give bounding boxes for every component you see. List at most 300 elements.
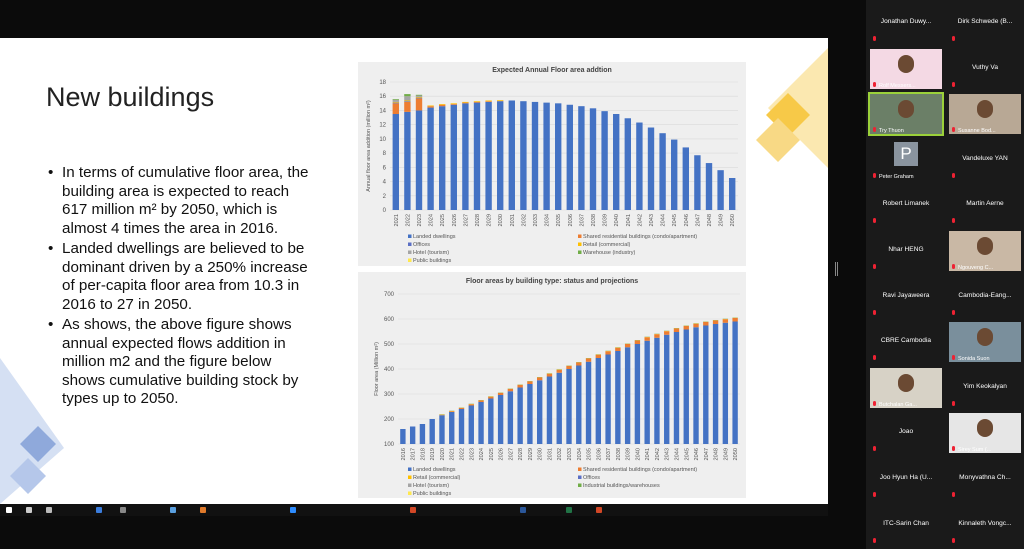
participant-tile[interactable] <box>867 229 945 273</box>
participant-name: Cambodia-Eang... <box>958 291 1012 299</box>
bar-segment <box>644 337 649 341</box>
bar-segment <box>557 373 562 444</box>
bar-segment <box>439 415 444 444</box>
bar-segment <box>449 411 454 412</box>
x-tick-label: 2029 <box>486 214 493 227</box>
bar-segment <box>615 351 620 444</box>
bar-segment <box>613 114 619 210</box>
bar-segment <box>654 338 659 444</box>
bar-segment <box>684 330 689 445</box>
participant-tile[interactable] <box>867 183 945 227</box>
bar-segment <box>469 406 474 445</box>
x-tick-label: 2033 <box>533 214 539 227</box>
bar-segment <box>664 335 669 444</box>
legend-label: Public buildings <box>413 491 452 497</box>
bar-segment <box>469 404 474 405</box>
bar-segment <box>601 111 607 210</box>
bar-segment <box>596 358 601 444</box>
y-tick-label: 100 <box>383 442 394 448</box>
muted-mic-icon <box>872 446 877 452</box>
x-tick-label: 2050 <box>733 448 740 461</box>
participant-tile[interactable] <box>867 503 945 547</box>
legend-swatch <box>408 476 412 480</box>
x-tick-label: 2019 <box>430 448 437 461</box>
legend-label: Warehouse (industry) <box>583 250 636 256</box>
bar-segment <box>684 326 689 330</box>
bar-segment <box>520 101 526 210</box>
participant-tile[interactable] <box>946 411 1024 455</box>
bar-segment <box>566 369 571 444</box>
bar-segment <box>404 101 410 102</box>
bar-segment <box>648 128 654 210</box>
participant-tile[interactable] <box>867 138 945 182</box>
participant-name: Try Thuon <box>879 128 904 135</box>
x-tick-label: 2048 <box>713 448 720 461</box>
participant-tile[interactable] <box>867 366 945 410</box>
participant-name: Joao <box>898 428 914 436</box>
participant-tile[interactable] <box>946 457 1024 501</box>
x-tick-label: 2021 <box>393 214 400 227</box>
x-tick-label: 2041 <box>625 214 632 227</box>
x-tick-label: 2030 <box>537 448 544 461</box>
x-tick-label: 2038 <box>615 448 622 461</box>
muted-mic-icon <box>951 310 956 316</box>
participant-name: Nhar HENG <box>888 246 924 253</box>
participant-face <box>898 374 914 392</box>
taskview-icon[interactable] <box>46 507 52 513</box>
participant-name: Rolf Messers... <box>879 82 916 89</box>
bar-segment <box>674 332 679 444</box>
bar-segment <box>635 344 640 444</box>
app-icon[interactable] <box>566 507 572 513</box>
bar-segment <box>393 103 399 114</box>
bar-segment <box>474 102 480 103</box>
y-tick-label: 12 <box>379 122 386 129</box>
bar-segment <box>605 355 610 445</box>
bar-segment <box>393 100 399 102</box>
participant-name: Dirk Schwede (B... <box>957 18 1013 25</box>
bar-segment <box>485 101 491 102</box>
bar-segment <box>537 378 542 381</box>
bar-segment <box>404 96 410 100</box>
bar-segment <box>462 102 468 103</box>
y-tick-label: 8 <box>382 151 386 158</box>
participant-name: Ravi Jayaweera <box>882 291 930 299</box>
x-tick-label: 2022 <box>459 448 466 461</box>
bar-segment <box>566 366 571 369</box>
participant-tile[interactable] <box>867 47 945 91</box>
x-tick-label: 2022 <box>405 214 412 227</box>
search-icon[interactable] <box>26 507 32 513</box>
bar-segment <box>474 101 480 102</box>
bar-segment <box>404 102 410 112</box>
muted-mic-icon <box>872 310 877 316</box>
slide-title: New buildings <box>46 82 215 112</box>
y-tick-label: 600 <box>383 317 394 323</box>
bar-segment <box>404 112 410 210</box>
x-tick-label: 2041 <box>645 448 652 461</box>
x-tick-label: 2050 <box>730 214 737 227</box>
app-icon[interactable] <box>596 507 602 513</box>
bullet-item: • Landed dwellings are believed to be dominant driven by a 250% increase of per-capita floor area from 10.3 in 2016 to 27 in 2050. <box>48 240 318 314</box>
participant-name: Butchalan Ga... <box>879 401 917 408</box>
x-tick-label: 2046 <box>694 448 701 461</box>
bar-segment <box>416 98 422 99</box>
bar-segment <box>671 140 677 210</box>
muted-mic-icon <box>872 492 877 498</box>
y-tick-label: 2 <box>382 193 386 200</box>
legend-label: Hotel (tourism) <box>413 483 450 489</box>
participant-name: Vuthy Va <box>971 63 999 71</box>
bar-segment <box>717 170 723 210</box>
x-tick-label: 2049 <box>718 214 725 227</box>
bar-segment <box>674 329 679 333</box>
x-tick-label: 2045 <box>672 214 679 227</box>
x-tick-label: 2026 <box>498 448 505 461</box>
x-tick-label: 2049 <box>723 448 730 461</box>
bar-segment <box>576 363 581 366</box>
bar-segment <box>404 100 410 101</box>
bar-segment <box>427 108 433 210</box>
legend-label: Retail (commercial) <box>413 475 461 481</box>
bar-segment <box>713 324 718 444</box>
app-icon[interactable] <box>290 507 296 513</box>
bar-segment <box>508 389 513 391</box>
x-tick-label: 2025 <box>440 214 447 227</box>
muted-mic-icon <box>951 538 956 544</box>
muted-mic-icon <box>872 127 877 133</box>
app-icon[interactable] <box>410 507 416 513</box>
x-tick-label: 2024 <box>428 214 435 227</box>
legend-label: Shared residential buildings (condo/apartment) <box>583 467 698 473</box>
muted-mic-icon <box>872 82 877 88</box>
x-tick-label: 2017 <box>410 448 417 461</box>
bar-segment <box>416 95 422 96</box>
app-icon[interactable] <box>120 507 126 513</box>
bar-segment <box>693 327 698 444</box>
bar-segment <box>625 347 630 444</box>
bar-segment <box>451 103 457 104</box>
x-tick-label: 2039 <box>625 448 632 461</box>
participant-tile[interactable] <box>946 47 1024 91</box>
bar-segment <box>706 163 712 210</box>
bar-segment <box>636 123 642 210</box>
bar-segment <box>427 106 433 107</box>
windows-icon[interactable] <box>6 507 12 513</box>
bar-segment <box>723 319 728 323</box>
bar-segment <box>683 147 689 210</box>
y-tick-label: 700 <box>383 292 394 298</box>
bar-segment <box>654 334 659 338</box>
legend-label: Hotel (tourism) <box>413 250 450 256</box>
bar-segment <box>508 391 513 444</box>
participant-tile[interactable] <box>946 1 1024 45</box>
bar-segment <box>462 103 468 104</box>
x-tick-label: 2035 <box>586 448 593 461</box>
chart-svg <box>358 272 746 498</box>
bullet-list <box>48 164 318 411</box>
x-tick-label: 2038 <box>591 214 597 227</box>
legend-swatch <box>578 476 582 480</box>
participant-tile[interactable] <box>867 411 945 455</box>
participant-name: Martin Aerne <box>966 200 1004 208</box>
participant-tile[interactable] <box>867 92 945 136</box>
legend-swatch <box>578 484 582 488</box>
bar-segment <box>576 366 581 445</box>
participant-tile[interactable] <box>867 1 945 45</box>
bar-segment <box>459 409 464 444</box>
bar-segment <box>498 395 503 444</box>
y-tick-label: 4 <box>382 179 386 186</box>
x-tick-label: 2025 <box>488 448 495 461</box>
x-tick-label: 2034 <box>544 214 551 227</box>
y-tick-label: 14 <box>379 108 386 115</box>
x-tick-label: 2028 <box>475 214 481 227</box>
muted-mic-icon <box>951 264 956 270</box>
bar-segment <box>509 100 515 210</box>
participant-face <box>898 55 914 73</box>
bar-segment <box>557 370 562 373</box>
bar-segment <box>497 101 503 210</box>
bar-segment <box>694 155 700 210</box>
legend-swatch <box>578 243 582 247</box>
x-tick-label: 2027 <box>508 448 515 461</box>
participant-name: Kinnaleth Vongc... <box>958 519 1012 527</box>
bar-segment <box>410 427 415 445</box>
legend-label: Offices <box>413 242 431 248</box>
bar-segment <box>537 380 542 444</box>
legend-label: Landed dwellings <box>413 234 456 240</box>
y-tick-label: 16 <box>379 94 386 101</box>
bar-segment <box>517 388 522 445</box>
bar-segment <box>427 105 433 106</box>
x-tick-label: 2043 <box>649 214 655 227</box>
x-tick-label: 2039 <box>602 214 609 227</box>
participant-tile[interactable] <box>946 503 1024 547</box>
x-tick-label: 2046 <box>683 214 690 227</box>
bar-segment <box>555 103 561 210</box>
x-tick-label: 2027 <box>463 214 470 227</box>
bar-segment <box>451 104 457 105</box>
bar-segment <box>543 103 549 210</box>
muted-mic-icon <box>951 492 956 498</box>
muted-mic-icon <box>872 401 877 407</box>
x-tick-label: 2020 <box>439 448 446 461</box>
muted-mic-icon <box>872 218 877 224</box>
bar-segment <box>462 103 468 210</box>
annual-floor-area-chart <box>358 62 746 266</box>
participant-name: Susanne Bod... <box>958 128 996 135</box>
taskbar <box>0 504 828 516</box>
x-tick-label: 2032 <box>521 214 528 227</box>
legend-swatch <box>408 259 412 263</box>
participant-name: Sonida Suon <box>958 356 990 363</box>
y-axis-label: Annual floor area addition (million m²) <box>366 100 372 192</box>
bar-segment <box>586 362 591 444</box>
participant-face <box>977 328 993 346</box>
bar-segment <box>578 106 584 210</box>
bar-segment <box>497 100 503 101</box>
bar-segment <box>420 424 425 444</box>
bar-segment <box>644 341 649 444</box>
bar-segment <box>527 382 532 385</box>
participant-tile[interactable] <box>946 275 1024 319</box>
bar-segment <box>596 355 601 358</box>
bar-segment <box>693 324 698 328</box>
presentation-slide <box>0 38 828 504</box>
x-tick-label: 2047 <box>703 448 710 461</box>
legend-swatch <box>408 468 412 472</box>
bar-segment <box>459 408 464 409</box>
x-tick-label: 2047 <box>695 214 702 227</box>
legend-swatch <box>578 468 582 472</box>
muted-mic-icon <box>951 82 956 88</box>
x-tick-label: 2042 <box>637 214 644 227</box>
app-icon[interactable] <box>96 507 102 513</box>
bar-segment <box>659 133 665 210</box>
participant-tile[interactable] <box>946 366 1024 410</box>
participant-tile[interactable] <box>946 138 1024 182</box>
participant-tile[interactable] <box>946 229 1024 273</box>
decor-yellow-diamonds <box>748 38 828 238</box>
bar-segment <box>615 348 620 351</box>
x-tick-label: 2034 <box>576 448 583 461</box>
muted-mic-icon <box>872 173 877 179</box>
x-tick-label: 2028 <box>518 448 525 461</box>
muted-mic-icon <box>951 446 956 452</box>
x-tick-label: 2044 <box>660 214 667 227</box>
chart-title: Expected Annual Floor area addtion <box>492 67 612 74</box>
bar-segment <box>451 105 457 210</box>
bar-segment <box>449 412 454 444</box>
bar-segment <box>416 96 422 97</box>
participant-tile[interactable] <box>867 457 945 501</box>
participant-tile[interactable] <box>867 275 945 319</box>
bar-segment <box>732 322 737 445</box>
bar-segment <box>625 118 631 210</box>
muted-mic-icon <box>872 355 877 361</box>
legend-label: Offices <box>583 475 601 481</box>
bar-segment <box>723 323 728 444</box>
chart-title: Floor areas by building type: status and projections <box>465 278 639 285</box>
legend-label: Shared residential buildings (condo/apartment) <box>583 234 698 240</box>
app-icon[interactable] <box>520 507 526 513</box>
bar-segment <box>478 401 483 403</box>
participant-tile[interactable] <box>867 320 945 364</box>
participant-name: Peter Graham <box>879 173 914 180</box>
bar-segment <box>430 419 435 444</box>
y-tick-label: 18 <box>379 80 386 86</box>
participant-face <box>977 237 993 255</box>
participant-name: Ngouveng C... <box>958 265 994 271</box>
x-tick-label: 2024 <box>479 448 486 461</box>
legend-swatch <box>408 251 412 255</box>
app-icon[interactable] <box>170 507 176 513</box>
y-tick-label: 400 <box>383 367 394 373</box>
legend-swatch <box>578 251 582 255</box>
x-tick-label: 2045 <box>684 448 691 461</box>
y-tick-label: 0 <box>382 208 386 214</box>
bar-segment <box>485 102 491 210</box>
x-tick-label: 2043 <box>664 448 671 461</box>
x-tick-label: 2036 <box>567 214 574 227</box>
bar-segment <box>404 94 410 96</box>
avatar: P <box>894 142 918 166</box>
bar-segment <box>586 359 591 362</box>
participant-name: Joo Hyun Ha (U... <box>879 474 933 481</box>
participant-tile[interactable] <box>946 320 1024 364</box>
bar-segment <box>400 429 405 444</box>
participant-face <box>898 100 914 118</box>
muted-mic-icon <box>951 127 956 133</box>
bar-segment <box>416 98 422 110</box>
legend-label: Retail (commercial) <box>583 242 631 248</box>
bar-segment <box>393 99 399 100</box>
x-tick-label: 2029 <box>527 448 534 461</box>
app-icon[interactable] <box>200 507 206 513</box>
bar-segment <box>635 341 640 345</box>
bar-segment <box>393 102 399 103</box>
x-tick-label: 2035 <box>556 214 563 227</box>
x-tick-label: 2040 <box>614 214 621 227</box>
muted-mic-icon <box>951 36 956 42</box>
bar-segment <box>729 178 735 210</box>
bar-segment <box>393 103 399 104</box>
x-tick-label: 2037 <box>579 214 586 227</box>
bullet-item: • As shows, the above figure shows annual expected flows addition in million m2 and the figure below shows cumulative building stock by types up to 2050. <box>48 316 318 409</box>
bar-segment <box>485 100 491 101</box>
x-tick-label: 2042 <box>654 448 661 461</box>
bar-segment <box>474 103 480 210</box>
x-tick-label: 2023 <box>417 214 423 227</box>
legend-label: Landed dwellings <box>413 467 456 473</box>
participant-name: ITC-Sarin Chan <box>883 519 929 527</box>
x-tick-label: 2031 <box>547 448 554 461</box>
resize-handle[interactable] <box>835 262 838 276</box>
x-tick-label: 2031 <box>509 214 516 227</box>
y-tick-label: 200 <box>383 417 394 423</box>
x-tick-label: 2044 <box>674 448 681 461</box>
x-tick-label: 2030 <box>498 214 505 227</box>
bar-segment <box>664 331 669 335</box>
muted-mic-icon <box>951 355 956 361</box>
participant-name: Jonathan Duwy... <box>880 18 932 25</box>
participant-tile[interactable] <box>946 183 1024 227</box>
x-tick-label: 2032 <box>557 448 564 461</box>
muted-mic-icon <box>951 173 956 179</box>
x-tick-label: 2016 <box>400 448 407 461</box>
bar-segment <box>488 399 493 445</box>
participant-face <box>977 100 993 118</box>
legend-label: Public buildings <box>413 258 452 264</box>
bar-segment <box>439 104 445 105</box>
bar-segment <box>478 402 483 444</box>
y-axis-label: Floor area (Million m²) <box>374 342 380 396</box>
muted-mic-icon <box>872 264 877 270</box>
legend-swatch <box>408 484 412 488</box>
participant-name: Monyvathna Ch... <box>959 474 1011 481</box>
muted-mic-icon <box>872 36 877 42</box>
bar-segment <box>567 105 573 210</box>
bar-segment <box>590 108 596 210</box>
bar-segment <box>488 397 493 399</box>
legend-swatch <box>408 243 412 247</box>
muted-mic-icon <box>951 401 956 407</box>
x-tick-label: 2040 <box>635 448 642 461</box>
legend-swatch <box>578 235 582 239</box>
participant-tile[interactable] <box>946 92 1024 136</box>
bar-segment <box>713 321 718 325</box>
